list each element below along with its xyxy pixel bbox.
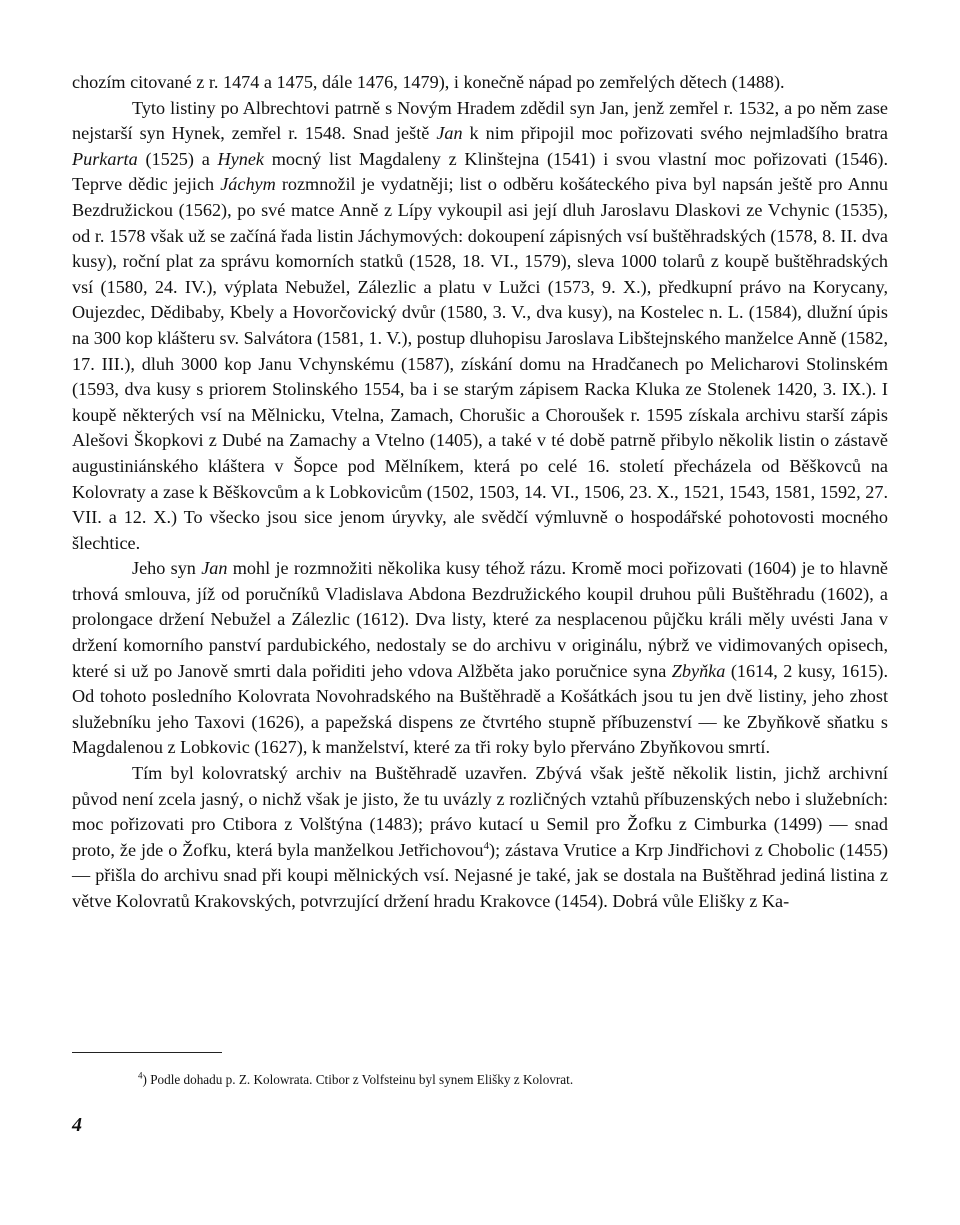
footnote-number: 4 bbox=[138, 1070, 143, 1081]
name-jachym: Jáchym bbox=[220, 174, 276, 195]
paragraph-2-text: (1525) a bbox=[137, 148, 218, 169]
name-jan: Jan bbox=[436, 123, 463, 144]
paragraph-2-text: Tyto listiny po Albrechtovi patrně s Novým Hradem zdědil syn Jan, jenž zemřel r. 1532, a po něm zase nejstarší syn Hynek, zemřel r. 1548. Snad ještě bbox=[72, 97, 888, 144]
footnote bbox=[138, 1071, 858, 1089]
name-zbynka: Zbyňka bbox=[671, 660, 726, 681]
paragraph-2-text: k nim připojil moc pořizovati svého nejmladšího bratra bbox=[462, 123, 888, 144]
paragraph-4-text: ); zástava Vrutice a Krp Jindřichovi z Chobolic (1455) — přišla do archivu snad při koupi mělnických vsí. Nejasné je také, jak se dostala na Buštěhrad jediná listina z větve Kolovratů Krakovských, potvrzující držení hradu Krakovce (1454). Dobrá vůle Elišky z Ka- bbox=[72, 839, 888, 911]
name-purkarta: Purkarta bbox=[72, 148, 138, 169]
paragraph-4-text: Tím byl kolovratský archiv na Buštěhradě uzavřen. Zbývá však ještě několik listin, jichž archivní původ není zcela jasný, o nichž však je jisto, že tu uvázly z rozličných vztahů příbuzenských nebo i služebních: moc pořizovati pro Ctibora z Volštýna (1483); právo kutací u Semil pro Žofku z Cimburka (1499) — snad proto, že jde o Žofku, která byla manželkou Jetřichovou bbox=[72, 763, 888, 860]
footnote-reference: 4 bbox=[483, 839, 490, 852]
paragraph-2-text: rozmnožil je vydatněji; list o odběru košáteckého piva byl napsán ještě pro Annu Bezdružickou (1562), po své matce Anně z Lípy vykoupil asi její dluh Jaroslavu Dlaskovi ze Vchynic (1535), od r. 1578 však už se začíná řada listin Jáchymových: dokoupení zápisných vsí buštěhradských (1578, 8. II. dva kusy), roční plat za správu komorních statků (1528, 18. VI., 1579), sleva 1000 tolarů z koupě buštěhradských vsí (1580, 24. IV.), výplata Nebužel, Zálezlic a platu v Lužci (1573, 9. X.), předkupní právo na Korycany, Oujezdec, Dědibaby, Kbely a Hovorčovický dvůr (1580, 3. V., dva kusy), na Kostelec n. L. (1584), dlužní úpis na 300 kop klášteru sv. Salvátora (1581, 1. V.), postup dluhopisu Jaroslava Libštejnského manželce Anně (1582, 17. III.), dluh 3000 kop Janu Vchynskému (1587), získání domu na Hradčanech po Melicharovi Stolinském (1593, dva kusy s priorem Stolinského 1554, ba i se starým zápisem Racka Kluka ze Stolenek 1420, 3. IX.). I koupě některých vsí na Mělnicku, Vtelna, Zamach, Chorušic a Choroušek r. 1595 získala archivu starší zápis Alešovi Škopkovi z Dubé na Zamachy a Vtelno (1405), a také v té době patrně přibylo několik listin o zástavě augustiniánského kláštera v Šopce pod Mělníkem, která po celé 16. století přecházela od Běškovců na Kolovraty a zase k Běškovcům a k Lobkovicům (1502, 1503, 14. VI., 1506, 23. X., 1521, 1543, 1581, 1592, 27. VII. a 12. X.) To všecko jsou sice jenom úryvky, ale svědčí výmluvně o hospodářské pohotovosti mocného šlechtice. bbox=[72, 174, 888, 553]
name-hynek: Hynek bbox=[217, 148, 264, 169]
paragraph-2-text: mocný list Magdaleny z Klinštejna (1541) i svou vlastní moc pořizovati (1546). Teprve dědic jejich bbox=[72, 148, 889, 195]
page-body bbox=[72, 70, 888, 915]
paragraph-3 bbox=[72, 556, 888, 761]
footnote-divider bbox=[72, 1052, 222, 1053]
paragraph-3-text: mohl je rozmnožiti několika kusy téhož rázu. Kromě moci pořizovati (1604) je to hlavně trhová smlouva, jíž od poručníků Vladislava Abdona Bezdružického koupil druhou půli Buštěhradu (1602), a prolongace držení Nebužel a Zálezlic (1612). Dva listy, které za nesplacenou půjčku králi měly uvésti Jana v držení komorního panství pardubického, nedostaly se do archivu v originálu, nýbrž ve vidimovaných opisech, které si už po Janově smrti dala pořiditi jeho vdova Alžběta jako poručnice syna bbox=[72, 558, 888, 681]
page-number: 4 bbox=[72, 1114, 82, 1136]
paragraph-1-text: chozím citované z r. 1474 a 1475, dále 1476, 1479), i konečně nápad po zemřelých dětech (1488). bbox=[72, 72, 785, 92]
name-jan: Jan bbox=[201, 558, 228, 579]
paragraph-4 bbox=[72, 761, 888, 915]
paragraph-3-text: (1614, 2 kusy, 1615). Od tohoto posledního Kolovrata Novohradského na Buštěhradě a Košátkách jsou tu jen dvě listiny, jeho zhost služebníku jeho Taxovi (1626), a papežská dispens ze čtvrtého stupně příbuzenství — ke Zbyňkově sňatku s Magdalenou z Lobkovic (1627), k manželství, které za tři roky bylo přerváno Zbyňkovou smrtí. bbox=[72, 660, 888, 758]
footnote-text: ) Podle dohadu p. Z. Kolowrata. Ctibor z Volfsteinu byl synem Elišky z Kolovrat. bbox=[142, 1072, 574, 1087]
paragraph-3-text: Jeho syn bbox=[132, 558, 202, 579]
paragraph-2 bbox=[72, 96, 888, 557]
paragraph-1 bbox=[72, 70, 888, 96]
